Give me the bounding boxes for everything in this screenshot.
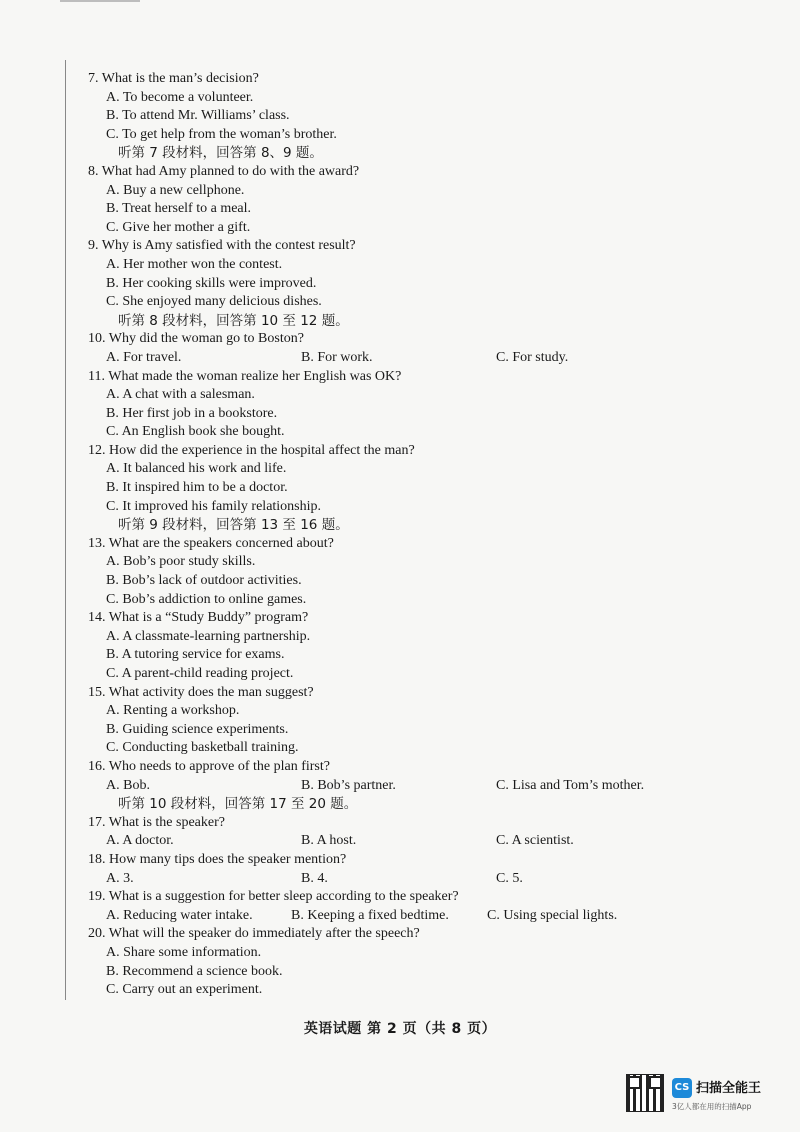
option: A. A classmate-learning partnership.: [106, 628, 311, 644]
scanner-watermark: [626, 1074, 786, 1116]
option: A. Share some information.: [106, 944, 262, 960]
options-row: [88, 349, 778, 368]
option: C. Give her mother a gift.: [106, 219, 251, 235]
option: C. 5.: [496, 870, 523, 886]
option: C. A scientist.: [496, 833, 574, 849]
option: B. Her first job in a bookstore.: [106, 405, 278, 421]
section-heading-7: 听第 7 段材料，回答第 8、9 题。: [118, 145, 323, 162]
option: A. Renting a workshop.: [106, 703, 240, 719]
qr-code-icon: [626, 1074, 664, 1112]
option: A. For travel.: [106, 349, 182, 365]
question-15: 15. What activity does the man suggest?: [88, 684, 314, 700]
option: C. Lisa and Tom’s mother.: [496, 777, 645, 793]
question-14: 14. What is a “Study Buddy” program?: [88, 610, 309, 626]
option: A. A doctor.: [106, 833, 174, 849]
option: C. Conducting basketball training.: [106, 740, 299, 756]
section-heading-10: 听第 10 段材料，回答第 17 至 20 题。: [118, 796, 358, 813]
binding-margin-line: [65, 60, 66, 1000]
option: B. Bob’s lack of outdoor activities.: [106, 573, 302, 589]
option: A. Her mother won the contest.: [106, 256, 283, 272]
option: A. Buy a new cellphone.: [106, 182, 245, 198]
question-9: 9. Why is Amy satisfied with the contest result?: [88, 238, 356, 254]
question-7: 7. What is the man’s decision?: [88, 71, 259, 86]
watermark-brand: 扫描全能王: [696, 1081, 762, 1096]
question-11: 11. What made the woman realize her English was OK?: [88, 368, 402, 384]
question-list: [88, 70, 778, 1000]
option: C. A parent-child reading project.: [106, 666, 294, 681]
question-17: 17. What is the speaker?: [88, 814, 225, 830]
option: C. She enjoyed many delicious dishes.: [106, 294, 322, 310]
option: A. 3.: [106, 870, 134, 886]
question-13: 13. What are the speakers concerned about?: [88, 535, 334, 551]
option: C. To get help from the woman’s brother.: [106, 126, 337, 142]
camscanner-logo-icon: CS: [672, 1078, 692, 1098]
top-edge-line: [60, 0, 140, 2]
option: B. Treat herself to a meal.: [106, 201, 252, 217]
option: A. Bob’s poor study skills.: [106, 554, 256, 570]
options-row: [88, 777, 778, 796]
section-heading-9: 听第 9 段材料，回答第 13 至 16 题。: [118, 517, 349, 534]
option: B. Guiding science experiments.: [106, 721, 289, 737]
option: B. It inspired him to be a doctor.: [106, 480, 288, 496]
option: A. Reducing water intake.: [106, 907, 253, 923]
option: C. For study.: [496, 349, 569, 365]
option: B. A tutoring service for exams.: [106, 647, 285, 663]
options-row: [88, 870, 778, 889]
option: C. It improved his family relationship.: [106, 498, 322, 514]
option: B. Her cooking skills were improved.: [106, 275, 317, 291]
options-row: [88, 907, 778, 926]
options-row: [88, 832, 778, 851]
option: A. Bob.: [106, 777, 150, 793]
watermark-tagline: 3亿人都在用的扫描App: [672, 1102, 752, 1111]
question-12: 12. How did the experience in the hospital affect the man?: [88, 442, 415, 458]
question-8: 8. What had Amy planned to do with the award?: [88, 163, 360, 179]
option: C. Bob’s addiction to online games.: [106, 591, 307, 607]
option: B. 4.: [301, 870, 328, 886]
question-10: 10. Why did the woman go to Boston?: [88, 331, 304, 347]
option: B. Keeping a fixed bedtime.: [291, 907, 449, 923]
section-heading-8: 听第 8 段材料，回答第 10 至 12 题。: [118, 312, 349, 329]
option: A. A chat with a salesman.: [106, 387, 255, 403]
option: B. To attend Mr. Williams’ class.: [106, 108, 290, 124]
option: C. Carry out an experiment.: [106, 982, 263, 998]
question-19: 19. What is a suggestion for better sleep according to the speaker?: [88, 889, 459, 905]
option: A. To become a volunteer.: [106, 89, 254, 105]
question-18: 18. How many tips does the speaker mention?: [88, 851, 347, 867]
option: A. It balanced his work and life.: [106, 461, 287, 477]
option: C. An English book she bought.: [106, 424, 285, 440]
question-16: 16. Who needs to approve of the plan first?: [88, 758, 330, 774]
question-20: 20. What will the speaker do immediately after the speech?: [88, 926, 420, 942]
option: B. Bob’s partner.: [301, 777, 396, 793]
option: B. Recommend a science book.: [106, 963, 283, 979]
option: C. Using special lights.: [487, 907, 618, 923]
option: B. For work.: [301, 349, 373, 365]
page-footer: 英语试题 第 2 页（共 8 页）: [303, 1021, 497, 1037]
option: B. A host.: [301, 833, 357, 849]
